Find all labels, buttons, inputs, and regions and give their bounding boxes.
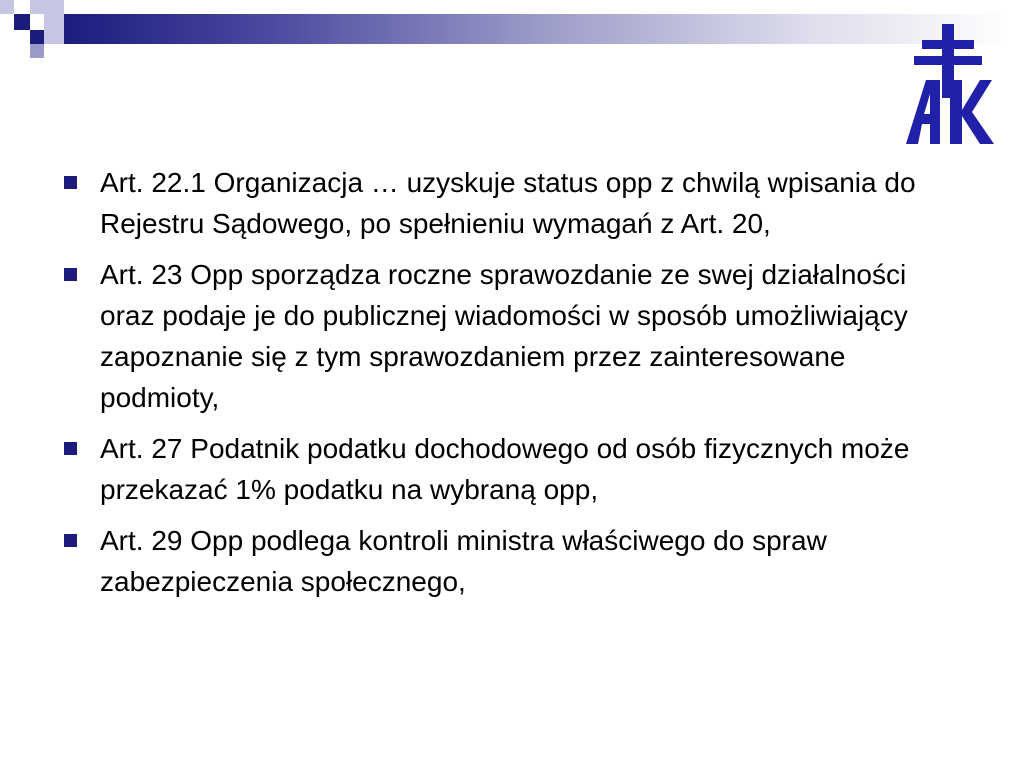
decor-square (44, 0, 64, 30)
bullet-text: Art. 29 Opp podlega kontroli ministra właściwego do spraw zabezpieczenia społecznego, (100, 525, 827, 597)
decor-square (0, 0, 14, 14)
header-gradient-bar (64, 14, 1010, 44)
square-bullet-icon (64, 534, 77, 547)
decor-square (14, 14, 30, 30)
ak-cross-logo-icon (900, 20, 996, 152)
decor-square (44, 30, 64, 44)
bullet-text: Art. 23 Opp sporządza roczne sprawozdanie ze swej działalności oraz podaje je do publicznej wiadomości w sposób umożliwiający zapoznanie się z tym sprawozdaniem przez zainteresowane podmioty, (100, 259, 908, 413)
decor-square (30, 0, 44, 14)
bullet-list (62, 162, 962, 612)
list-item (62, 162, 962, 244)
list-item (62, 254, 962, 418)
square-bullet-icon (64, 176, 77, 189)
list-item (62, 520, 962, 602)
bullet-text: Art. 22.1 Organizacja … uzyskuje status opp z chwilą wpisania do Rejestru Sądowego, po spełnieniu wymagań z Art. 20, (100, 167, 916, 239)
square-bullet-icon (64, 442, 77, 455)
bullet-text: Art. 27 Podatnik podatku dochodowego od osób fizycznych może przekazać 1% podatku na wybraną opp, (100, 433, 910, 505)
list-item (62, 428, 962, 510)
decor-square (30, 44, 44, 58)
decor-square (30, 30, 44, 44)
square-bullet-icon (64, 268, 77, 281)
